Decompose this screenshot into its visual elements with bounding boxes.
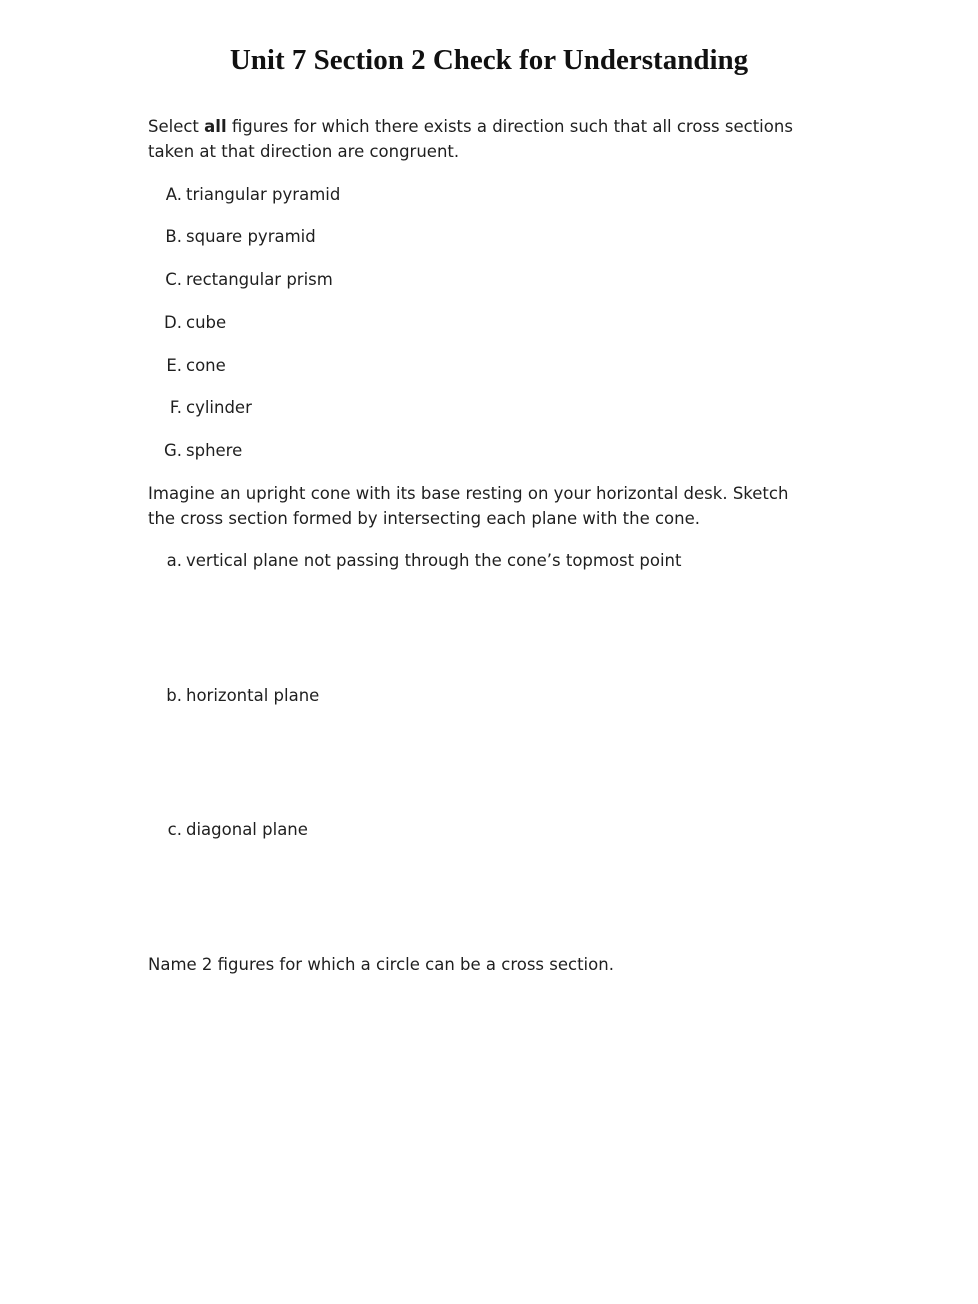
part-b: [148, 684, 788, 708]
option-text: sphere: [186, 441, 243, 460]
option-e[interactable]: [148, 354, 788, 378]
option-letter: E.: [166, 356, 182, 375]
option-c[interactable]: [148, 268, 788, 292]
option-letter: D.: [164, 313, 182, 332]
option-text: cube: [186, 313, 227, 332]
option-b[interactable]: [148, 225, 788, 249]
option-a[interactable]: [148, 183, 788, 207]
question-1-prompt-end: figures for which there exists a direction such that all cross sections taken at that direction are congruent.: [148, 117, 793, 161]
part-letter: c.: [167, 820, 182, 839]
option-text: rectangular prism: [186, 270, 333, 289]
part-letter: a.: [166, 551, 182, 570]
part-a: [148, 549, 788, 573]
part-c: [148, 818, 788, 842]
option-f[interactable]: [148, 396, 788, 420]
option-letter: C.: [165, 270, 182, 289]
option-text: square pyramid: [186, 227, 316, 246]
option-text: triangular pyramid: [186, 185, 341, 204]
question-1-prompt-emphasis: all: [204, 117, 227, 136]
option-letter: F.: [169, 398, 182, 417]
option-text: cone: [186, 356, 226, 375]
question-2-prompt: Imagine an upright cone with its base resting on your horizontal desk. Sketch the cross section formed by intersecting each plane with the cone.: [148, 484, 789, 528]
question-1-prompt: [148, 115, 808, 164]
page-title: Unit 7 Section 2 Check for Understanding: [229, 44, 749, 76]
option-d[interactable]: [148, 311, 788, 335]
question-3-prompt: Name 2 figures for which a circle can be a cross section.: [148, 955, 614, 974]
question-1-prompt-start: Select: [148, 117, 205, 136]
part-letter: b.: [166, 686, 182, 705]
option-letter: G.: [163, 441, 182, 460]
option-letter: B.: [165, 227, 182, 246]
part-text: horizontal plane: [186, 686, 320, 705]
part-text: vertical plane not passing through the cone’s topmost point: [186, 551, 682, 570]
option-text: cylinder: [186, 398, 252, 417]
option-g[interactable]: [148, 439, 788, 463]
option-letter: A.: [165, 185, 182, 204]
part-text: diagonal plane: [186, 820, 308, 839]
